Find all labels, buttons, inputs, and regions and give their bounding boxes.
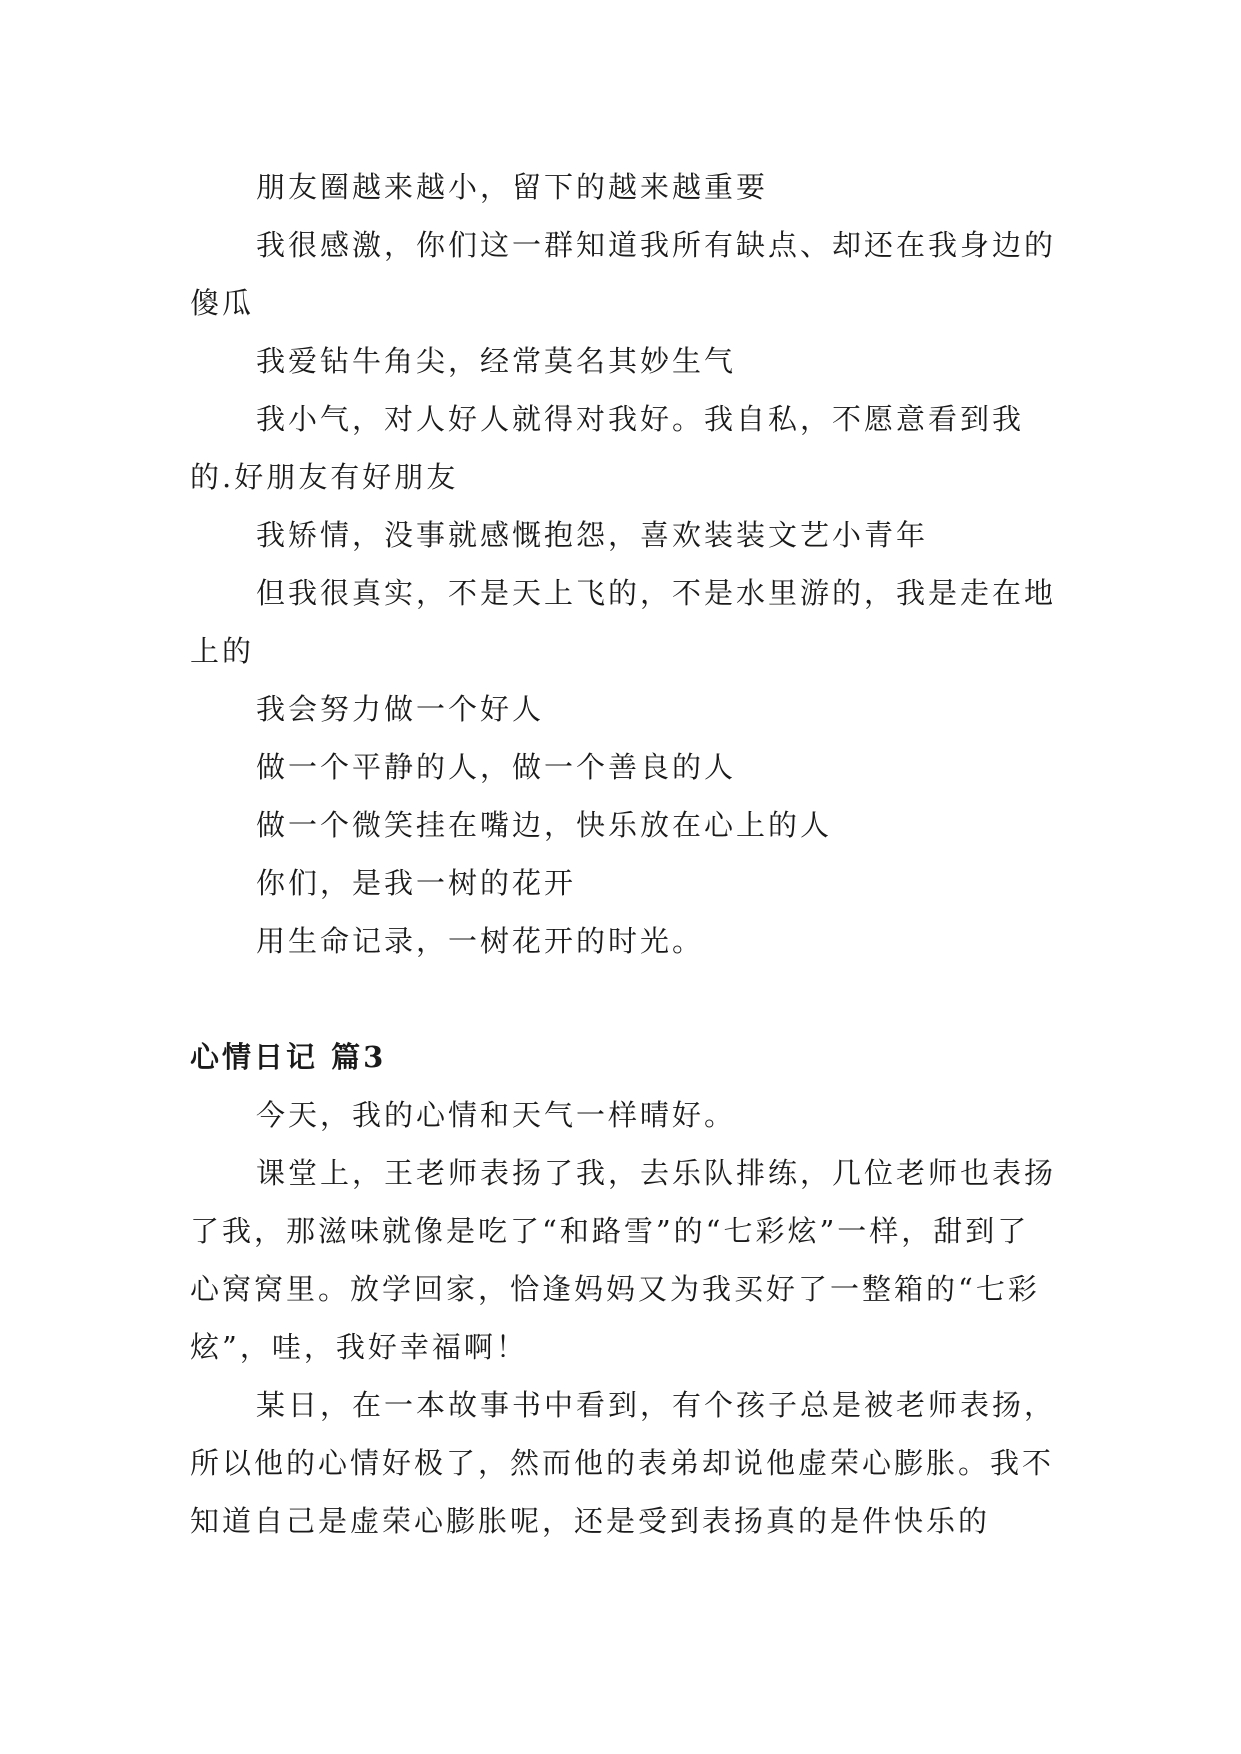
diary-section	[190, 1028, 1060, 1550]
poem-section	[190, 158, 1060, 970]
document-page	[190, 158, 1060, 1550]
section-gap	[190, 970, 1060, 1028]
paragraph: 但我很真实，不是天上飞的，不是水里游的，我是走在地上的	[190, 576, 1057, 668]
section-heading: 心情日记 篇3	[190, 1040, 387, 1074]
paragraph: 我爱钻牛角尖，经常莫名其妙生气	[256, 344, 737, 378]
paragraph: 某日，在一本故事书中看到，有个孩子总是被老师表扬，所以他的心情好极了，然而他的表弟却说他虚荣心膨胀。我不知道自己是虚荣心膨胀呢，还是受到表扬真的是件快乐的	[190, 1388, 1057, 1538]
paragraph: 课堂上，王老师表扬了我，去乐队排练，几位老师也表扬了我，那滋味就像是吃了“和路雪”的“七彩炫”一样，甜到了心窝窝里。放学回家，恰逢妈妈又为我买好了一整箱的“七彩炫”，哇，我好幸福啊！	[190, 1156, 1057, 1364]
paragraph: 做一个微笑挂在嘴边，快乐放在心上的人	[256, 808, 833, 842]
paragraph: 我小气，对人好人就得对我好。我自私，不愿意看到我的.好朋友有好朋友	[190, 402, 1025, 494]
paragraph: 你们，是我一树的花开	[256, 866, 577, 900]
paragraph: 我很感激，你们这一群知道我所有缺点、却还在我身边的傻瓜	[190, 228, 1057, 320]
paragraph: 做一个平静的人，做一个善良的人	[256, 750, 737, 784]
paragraph: 朋友圈越来越小，留下的越来越重要	[256, 170, 769, 204]
paragraph: 用生命记录，一树花开的时光。	[256, 924, 705, 958]
paragraph: 今天，我的心情和天气一样晴好。	[256, 1098, 737, 1132]
paragraph: 我矫情，没事就感慨抱怨，喜欢装装文艺小青年	[256, 518, 929, 552]
paragraph: 我会努力做一个好人	[256, 692, 545, 726]
